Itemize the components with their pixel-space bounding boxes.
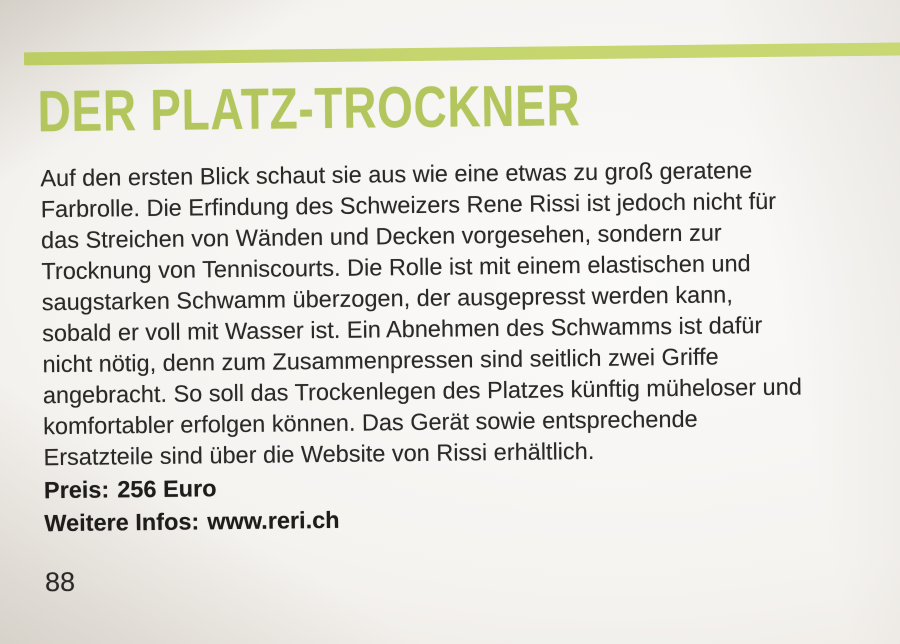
price-value: 256 Euro (117, 475, 217, 503)
body-line: Trocknung von Tenniscourts. Die Rolle ist mit einem elastischen und (41, 250, 751, 285)
price-line (44, 475, 217, 504)
accent-bar (24, 42, 900, 65)
body-line: das Streichen von Wänden und Decken vorgesehen, sondern zur (40, 219, 722, 254)
page-number: 88 (44, 566, 76, 598)
body-line: Ersatzteile sind über die Website von Rissi erhältlich. (43, 437, 595, 471)
body-line: angebracht. So soll das Trockenlegen des Platzes künftig müheloser und (42, 373, 802, 409)
body-line: nicht nötig, denn zum Zusammenpressen sind seitlich zwei Griffe (42, 343, 719, 378)
price-label: Preis: (43, 476, 110, 504)
body-line: komfortabler erfolgen können. Das Gerät sowie entsprechende (43, 405, 698, 440)
body-line: sobald er voll mit Wasser ist. Ein Abnehmen des Schwamms ist dafür (42, 312, 763, 347)
info-line (44, 507, 340, 537)
info-url: www.reri.ch (207, 506, 340, 535)
article-title: DER PLATZ-TROCKNER (37, 73, 581, 145)
body-line: Farbrolle. Die Erfindung des Schweizers Rene Rissi ist jedoch nicht für (40, 187, 777, 223)
info-label: Weitere Infos: (44, 508, 200, 537)
article-body (40, 154, 873, 473)
body-line: saugstarken Schwamm überzogen, der ausgepresst werden kann, (41, 281, 733, 316)
body-line: Auf den ersten Blick schaut sie aus wie eine etwas zu groß geratene (40, 157, 753, 192)
